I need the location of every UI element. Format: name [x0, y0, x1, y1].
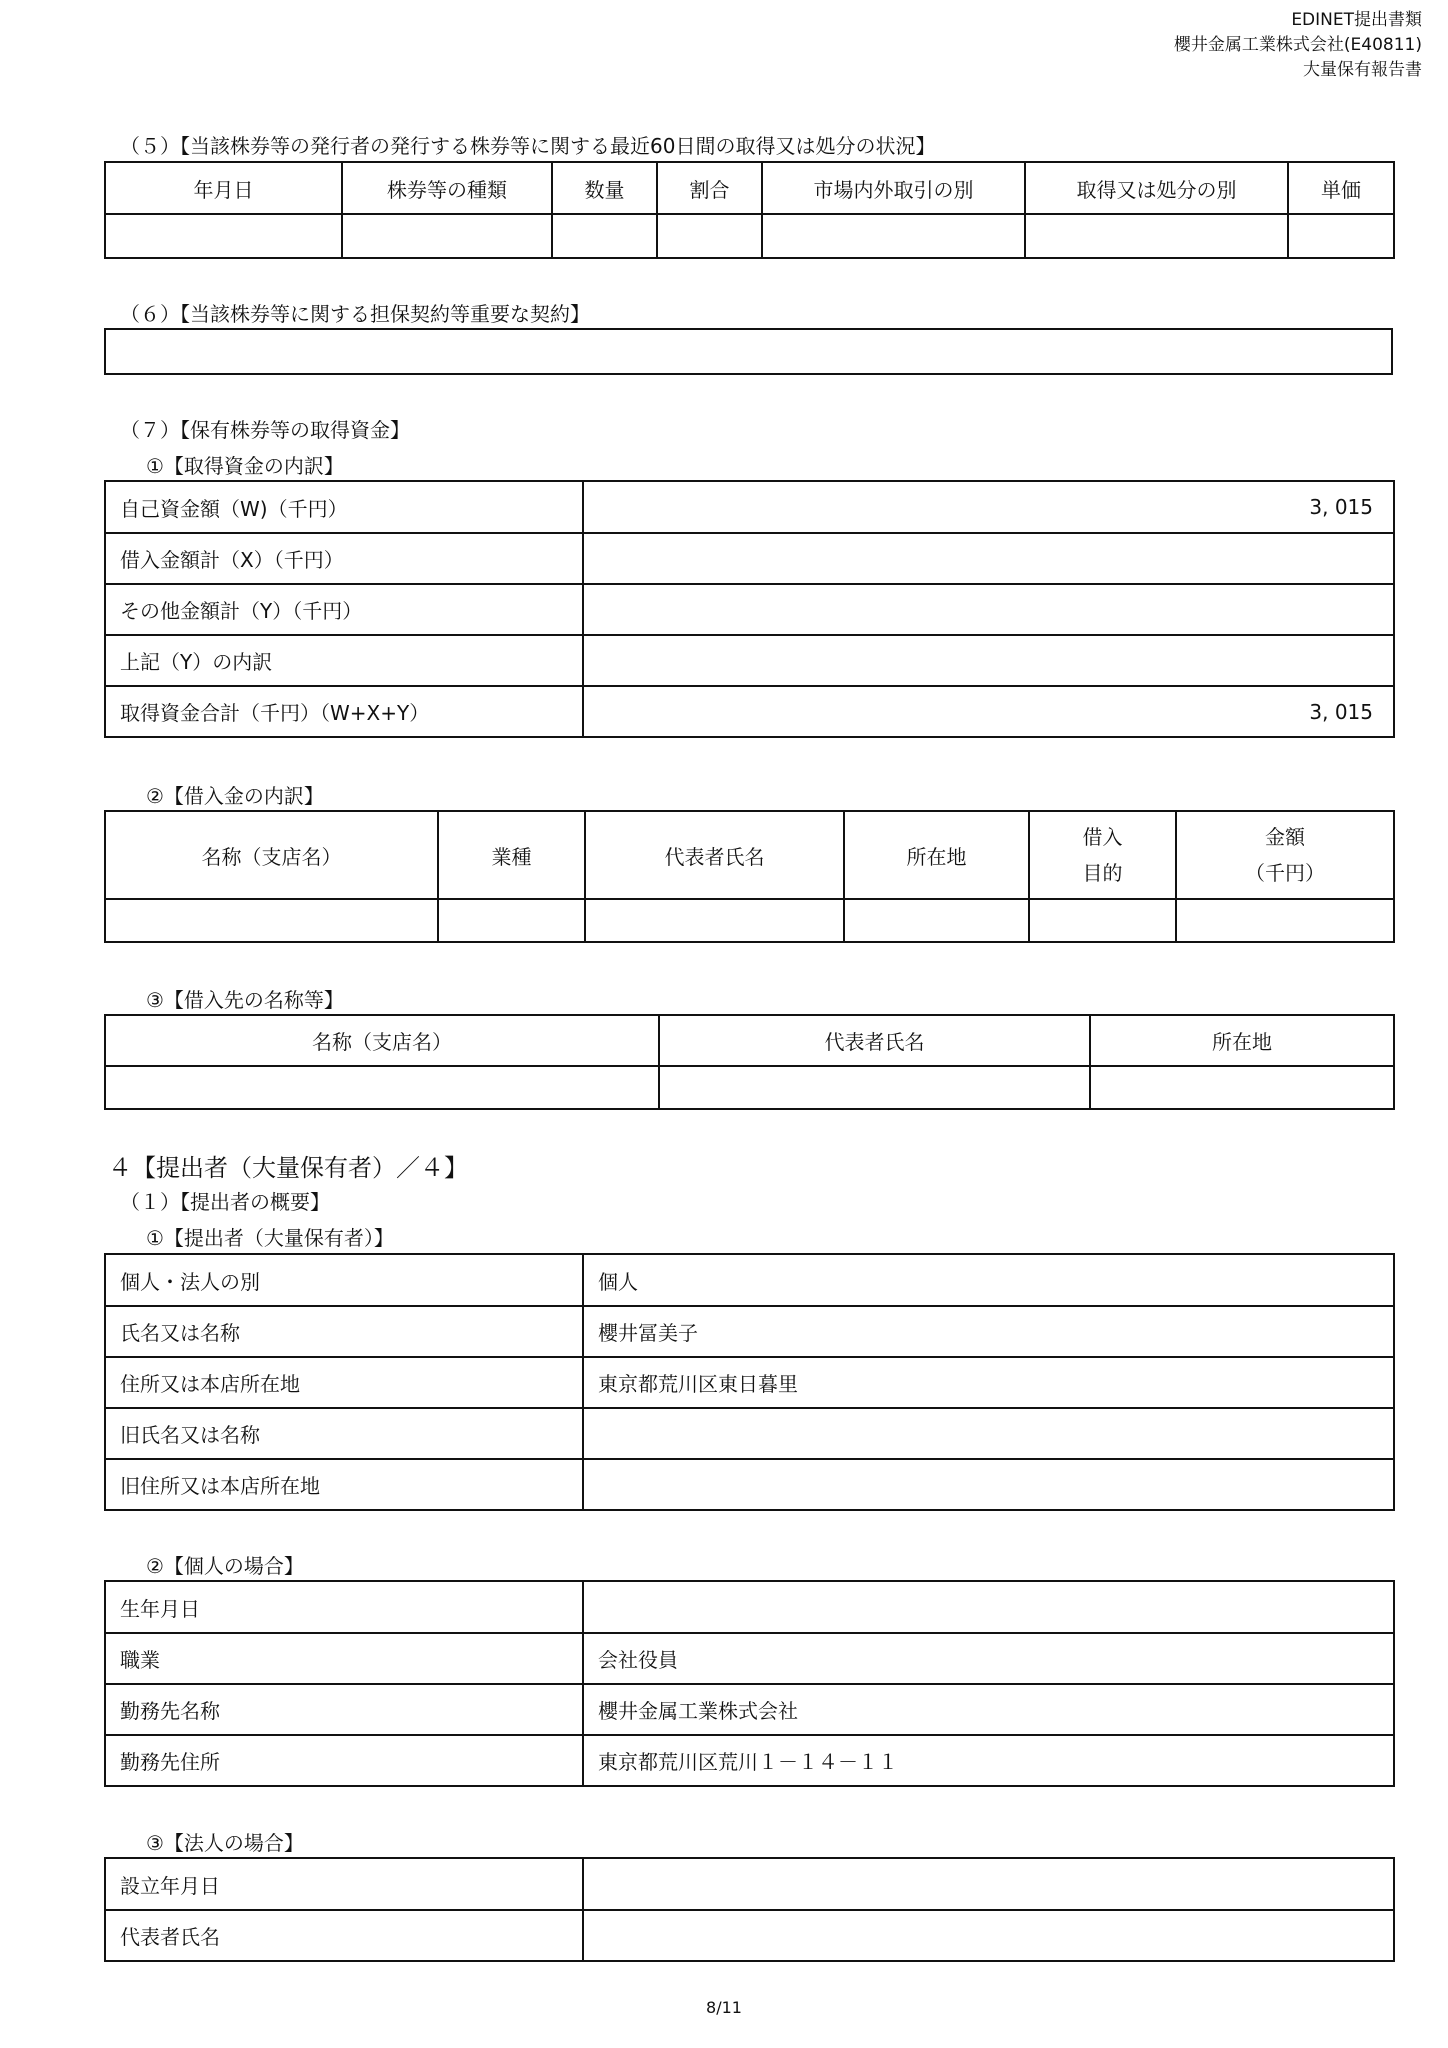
loans-breakdown-title: ②【借入金の内訳】 [146, 784, 324, 808]
established-date-label: 設立年月日 [105, 1858, 583, 1910]
table-row [105, 1633, 1394, 1684]
important-contracts-table [104, 328, 1393, 375]
col-representative: 代表者氏名 [585, 811, 844, 899]
table-row [105, 533, 1394, 584]
name-label: 氏名又は名称 [105, 1306, 583, 1357]
filer-table [104, 1253, 1395, 1511]
name-value: 櫻井冨美子 [583, 1306, 1394, 1357]
former-name-label: 旧氏名又は名称 [105, 1408, 583, 1459]
loans-breakdown-table [104, 810, 1395, 943]
address-value: 東京都荒川区東日暮里 [583, 1357, 1394, 1408]
col-loan-purpose [1029, 811, 1176, 899]
other-total-value [583, 584, 1394, 635]
lenders-table [104, 1014, 1395, 1110]
former-address-value [583, 1459, 1394, 1510]
col-loan-purpose-line1: 借入 [1082, 825, 1123, 849]
col-security-type: 株券等の種類 [342, 162, 552, 214]
funds-breakdown-title: ①【取得資金の内訳】 [146, 454, 344, 478]
table-row [105, 1306, 1394, 1357]
table-header-row [105, 1015, 1394, 1066]
page-number: 8/11 [706, 1998, 742, 2017]
table-row [105, 635, 1394, 686]
section7-title: （７）【保有株券等の取得資金】 [120, 418, 410, 442]
col-lender-name: 名称（支店名） [105, 811, 438, 899]
other-total-label: その他金額計（Y）（千円） [105, 584, 583, 635]
document-header [1174, 8, 1422, 83]
filer-overview-title: （１）【提出者の概要】 [120, 1190, 330, 1214]
total-funds-value: 3, 015 [583, 686, 1394, 737]
table-row [105, 584, 1394, 635]
own-funds-value: 3, 015 [583, 481, 1394, 533]
table-row [105, 329, 1392, 374]
table-row [105, 1254, 1394, 1306]
header-company: 櫻井金属工業株式会社(E40811) [1173, 35, 1422, 55]
col-amount [1176, 811, 1394, 899]
table-row [105, 1858, 1394, 1910]
col-location: 所在地 [844, 811, 1029, 899]
table-row [105, 481, 1394, 533]
col-date: 年月日 [105, 162, 342, 214]
corporation-title: ③【法人の場合】 [146, 1831, 304, 1855]
lenders-title: ③【借入先の名称等】 [146, 988, 344, 1012]
table-header-row [105, 811, 1394, 899]
other-breakdown-label: 上記（Y）の内訳 [105, 635, 583, 686]
table-row [105, 214, 1394, 258]
table-header-row [105, 162, 1394, 214]
representative-label: 代表者氏名 [105, 1910, 583, 1961]
employer-value: 櫻井金属工業株式会社 [583, 1684, 1394, 1735]
entity-type-value: 個人 [583, 1254, 1394, 1306]
borrowed-total-value [583, 533, 1394, 584]
filer4-title: ４【提出者（大量保有者）／４】 [108, 1154, 468, 1182]
former-address-label: 旧住所又は本店所在地 [105, 1459, 583, 1510]
table-row [105, 1408, 1394, 1459]
employer-address-label: 勤務先住所 [105, 1735, 583, 1786]
corporation-table [104, 1857, 1395, 1962]
employer-label: 勤務先名称 [105, 1684, 583, 1735]
table-row [105, 1066, 1394, 1109]
col-lender-name: 名称（支店名） [105, 1015, 659, 1066]
filer-title: ①【提出者（大量保有者）】 [146, 1226, 394, 1250]
table-row [105, 1357, 1394, 1408]
section6-title: （６）【当該株券等に関する担保契約等重要な契約】 [120, 302, 590, 326]
col-quantity: 数量 [552, 162, 657, 214]
birthdate-value [583, 1581, 1394, 1633]
table-row [105, 1459, 1394, 1510]
total-funds-label: 取得資金合計（千円）（W+X+Y） [105, 686, 583, 737]
col-representative: 代表者氏名 [659, 1015, 1090, 1066]
occupation-value: 会社役員 [583, 1633, 1394, 1684]
representative-value [583, 1910, 1394, 1961]
col-acq-disp-type: 取得又は処分の別 [1025, 162, 1288, 214]
table-row [105, 1684, 1394, 1735]
entity-type-label: 個人・法人の別 [105, 1254, 583, 1306]
table-row [105, 899, 1394, 942]
col-location: 所在地 [1090, 1015, 1394, 1066]
employer-address-value: 東京都荒川区荒川１－１４－１１ [583, 1735, 1394, 1786]
occupation-label: 職業 [105, 1633, 583, 1684]
col-unit-price: 単価 [1288, 162, 1394, 214]
other-breakdown-value [583, 635, 1394, 686]
col-amount-line2: （千円） [1245, 861, 1325, 885]
col-ratio: 割合 [657, 162, 762, 214]
col-loan-purpose-line2: 目的 [1082, 861, 1123, 885]
header-report-type: 大量保有報告書 [1303, 60, 1422, 80]
former-name-value [583, 1408, 1394, 1459]
individual-table [104, 1580, 1395, 1787]
table-row [105, 1581, 1394, 1633]
table-row [105, 1735, 1394, 1786]
col-industry: 業種 [438, 811, 585, 899]
address-label: 住所又は本店所在地 [105, 1357, 583, 1408]
borrowed-total-label: 借入金額計（X）（千円） [105, 533, 583, 584]
own-funds-label: 自己資金額（W)（千円） [105, 481, 583, 533]
acquisition-disposal-table [104, 161, 1395, 259]
table-row [105, 1910, 1394, 1961]
header-edinet: EDINET提出書類 [1291, 10, 1422, 30]
individual-title: ②【個人の場合】 [146, 1554, 304, 1578]
birthdate-label: 生年月日 [105, 1581, 583, 1633]
table-row [105, 686, 1394, 737]
funds-breakdown-table [104, 480, 1395, 738]
section5-title: （５）【当該株券等の発行者の発行する株券等に関する最近60日間の取得又は処分の状況】 [120, 134, 936, 158]
col-market-type: 市場内外取引の別 [762, 162, 1025, 214]
col-amount-line1: 金額 [1265, 825, 1305, 849]
established-date-value [583, 1858, 1394, 1910]
